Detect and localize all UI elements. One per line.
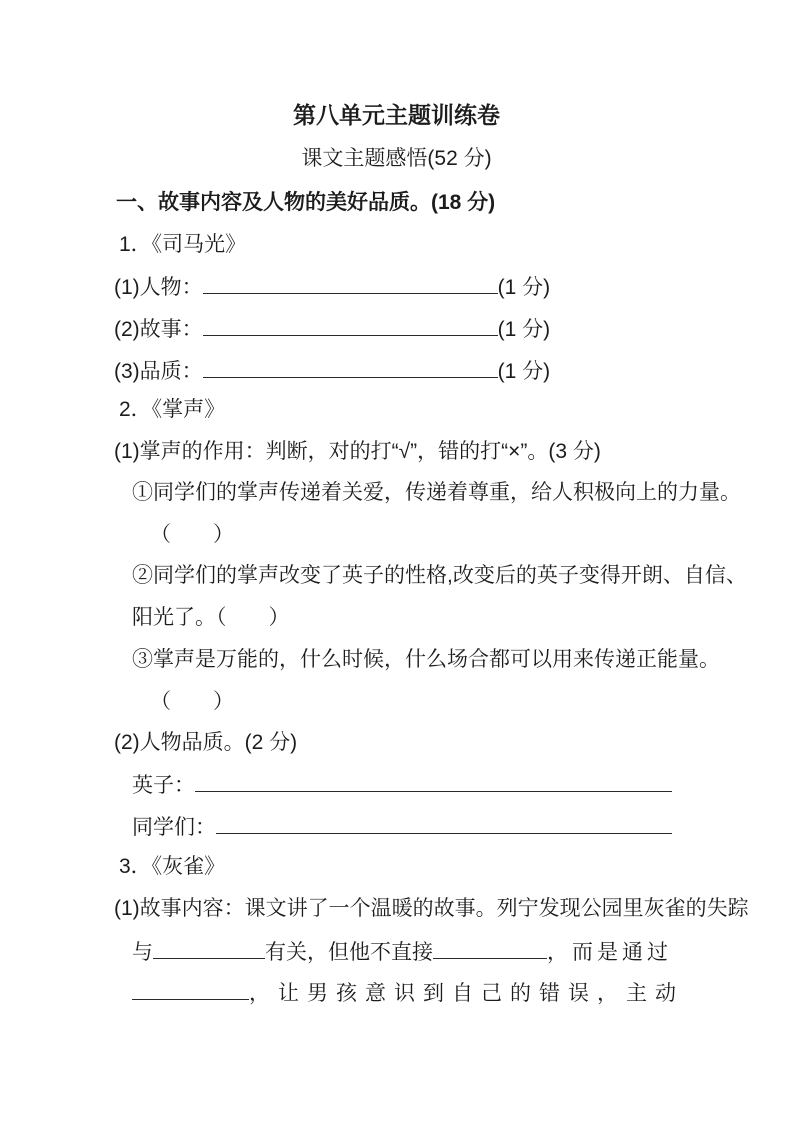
q2-statement-2-line2 xyxy=(132,604,290,631)
q2-classmates-label: 同学们： xyxy=(132,816,216,839)
answer-blank[interactable] xyxy=(203,356,498,378)
q2-part1-prompt: (1)掌声的作用：判断，对的打“√”，错的打“×”。(3 分) xyxy=(114,440,601,463)
q3-part1-line1: (1)故事内容：课文讲了一个温暖的故事。列宁发现公园里灰雀的失踪 xyxy=(114,897,749,920)
q1-fill-line-2 xyxy=(114,314,550,343)
q2-fill-line-classmates xyxy=(132,812,672,841)
answer-blank[interactable] xyxy=(203,314,498,336)
answer-paren-box[interactable]: （ ） xyxy=(216,606,290,629)
page-subtitle: 课文主题感悟(52 分) xyxy=(301,147,492,170)
q2-fill-line-yingzi xyxy=(132,770,672,799)
section-1-heading: 一、故事内容及人物的美好品质。(18 分) xyxy=(116,191,496,214)
q2-statement-2-line1: ②同学们的掌声改变了英子的性格,改变后的英子变得开朗、自信、 xyxy=(132,564,747,587)
q3-line2-pre: 与 xyxy=(132,941,153,964)
q1-part3-label: (3)品质： xyxy=(114,360,203,383)
q3-part1-line2 xyxy=(132,937,672,966)
q1-part1-label: (1)人物： xyxy=(114,276,203,299)
q2-statement-1: ①同学们的掌声传递着关爱，传递着尊重，给人积极向上的力量。 xyxy=(132,481,741,504)
q1-fill-line-3 xyxy=(114,356,550,385)
q2-part2-prompt: (2)人物品质。(2 分) xyxy=(114,731,298,754)
answer-blank[interactable] xyxy=(203,272,498,294)
answer-blank[interactable] xyxy=(153,937,265,959)
question-3-title: 3．《灰雀》 xyxy=(119,855,226,878)
question-1-title: 1．《司马光》 xyxy=(119,233,247,256)
answer-paren-box[interactable]: （ ） xyxy=(150,690,234,713)
q2-yingzi-label: 英子： xyxy=(132,774,195,797)
answer-blank[interactable] xyxy=(433,937,547,959)
question-2-title: 2．《掌声》 xyxy=(119,398,226,421)
answer-blank[interactable] xyxy=(216,812,672,834)
q1-part2-score: (1 分) xyxy=(497,318,551,341)
q2-statement-3: ③掌声是万能的，什么时候，什么场合都可以用来传递正能量。 xyxy=(132,648,720,671)
q3-line2-post: ，而是通过 xyxy=(547,941,672,964)
answer-blank[interactable] xyxy=(132,978,249,1000)
q1-fill-line-1 xyxy=(114,272,550,301)
q2-statement-2-tail: 阳光了。 xyxy=(132,606,216,629)
q1-part3-score: (1 分) xyxy=(497,360,551,383)
q3-part1-line3 xyxy=(132,978,684,1007)
answer-paren-box[interactable]: （ ） xyxy=(150,523,234,546)
q1-part1-score: (1 分) xyxy=(497,276,551,299)
answer-blank[interactable] xyxy=(195,770,672,792)
q1-part2-label: (2)故事： xyxy=(114,318,203,341)
q3-line2-mid: 有关，但他不直接 xyxy=(265,941,433,964)
q3-line3-post: ，让男孩意识到自己的错误，主动 xyxy=(249,982,684,1005)
page-title: 第八单元主题训练卷 xyxy=(293,102,500,128)
